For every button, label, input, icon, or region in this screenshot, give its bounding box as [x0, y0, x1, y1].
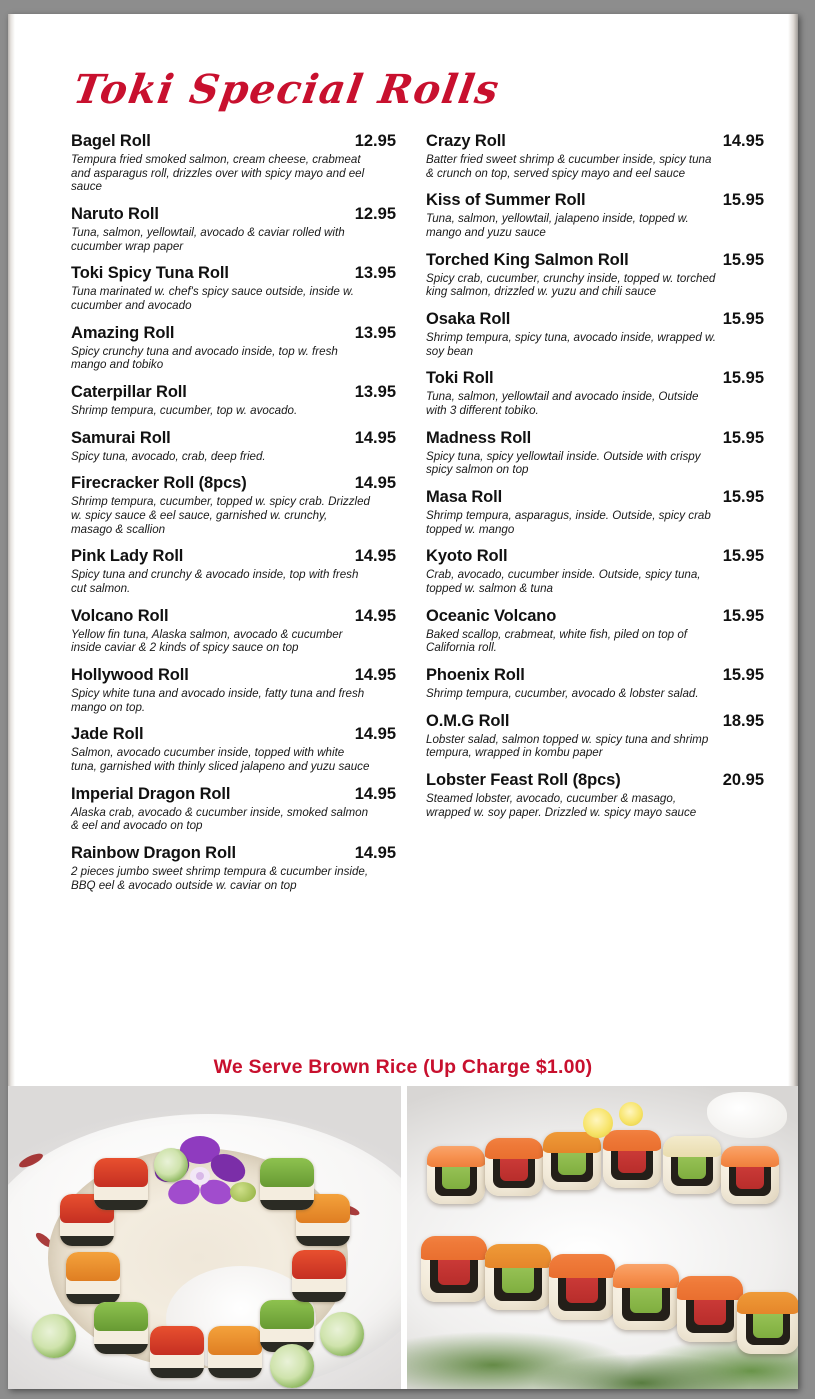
menu-item-head — [426, 429, 764, 448]
menu-item-head — [71, 844, 396, 863]
menu-item-head — [71, 132, 396, 151]
menu-item — [426, 547, 764, 595]
menu-item-description: Lobster salad, salmon topped w. spicy tuna and shrimp tempura, wrapped in kombu paper — [426, 732, 709, 760]
menu-item-price: 14.95 — [354, 547, 396, 566]
menu-item-description: Shrimp tempura, cucumber, avocado & lobster salad. — [426, 687, 699, 701]
menu-item — [71, 666, 396, 714]
menu-item-name: Rainbow Dragon Roll — [71, 844, 236, 863]
menu-item-name: Torched King Salmon Roll — [426, 250, 629, 269]
menu-item-description: Spicy white tuna and avocado inside, fatty tuna and fresh mango on top. — [71, 687, 365, 714]
menu-item-name: Jade Roll — [71, 725, 144, 744]
menu-item-head — [71, 474, 396, 493]
menu-item-description: 2 pieces jumbo sweet shrimp tempura & cucumber inside, BBQ eel & avocado outside w. caviar on top — [71, 865, 369, 892]
menu-column-right — [406, 132, 798, 903]
menu-item-head — [71, 547, 396, 566]
cucumber-slice — [154, 1148, 188, 1182]
menu-item-description: Spicy tuna, avocado, crab, deep fried. — [71, 449, 266, 463]
menu-item — [71, 383, 396, 418]
menu-item-name: Madness Roll — [426, 428, 532, 447]
menu-item-name: Kiss of Summer Roll — [426, 191, 586, 210]
menu-item-name: Caterpillar Roll — [71, 383, 187, 402]
photo-strip — [8, 1086, 798, 1389]
roll-topping — [613, 1264, 679, 1288]
menu-item-price: 20.95 — [722, 771, 764, 790]
menu-item-name: Pink Lady Roll — [71, 547, 184, 566]
roll-topping — [663, 1136, 721, 1157]
piece-nori — [94, 1344, 148, 1354]
cucumber-slice — [320, 1312, 364, 1356]
menu-item-description: Alaska crab, avocado & cucumber inside, smoked salmon & eel and avocado on top — [71, 805, 369, 833]
piece-topping — [150, 1326, 204, 1355]
menu-item-description: Spicy crunchy tuna and avocado inside, top w. fresh mango and tobiko — [71, 344, 338, 372]
menu-item — [71, 844, 396, 892]
menu-item-head — [426, 251, 764, 270]
menu-item-price: 14.95 — [354, 428, 396, 447]
menu-item — [71, 785, 396, 833]
menu-item-description: Spicy crab, cucumber, crunchy inside, topped w. torched king salmon, drizzled w. yuzu and chili sauce — [426, 271, 716, 299]
menu-column-left — [8, 132, 406, 903]
roll-topping — [421, 1236, 487, 1260]
menu-item-description: Steamed lobster, avocado, cucumber & masago, wrapped w. soy paper. Drizzled w. spicy mayo sauce — [426, 792, 697, 819]
menu-item-name: Crazy Roll — [426, 132, 506, 150]
cucumber-slice — [32, 1314, 76, 1358]
menu-item — [426, 369, 764, 417]
menu-item-price: 18.95 — [722, 711, 764, 730]
sushi-roll-piece — [421, 1236, 487, 1302]
sushi-roll-piece — [549, 1254, 615, 1320]
menu-item-head — [426, 547, 764, 566]
piece-topping — [66, 1252, 120, 1281]
menu-item-name: Oceanic Volcano — [426, 606, 557, 625]
menu-item-name: Volcano Roll — [71, 606, 169, 625]
sushi-piece — [94, 1302, 148, 1354]
menu-item — [426, 310, 764, 358]
menu-item — [426, 666, 764, 701]
piece-topping — [292, 1250, 346, 1279]
sushi-roll-piece — [485, 1244, 551, 1310]
sushi-piece — [260, 1158, 314, 1210]
sushi-roll-piece — [721, 1146, 779, 1204]
menu-item — [426, 251, 764, 299]
roll-topping — [427, 1146, 485, 1167]
photo-rainbow-roll-platter — [407, 1086, 798, 1389]
menu-item-name: Samurai Roll — [71, 428, 171, 447]
roll-topping — [485, 1138, 543, 1159]
menu-item-price: 15.95 — [722, 428, 764, 447]
menu-item-description: Crab, avocado, cucumber inside. Outside, spicy tuna, topped w. salmon & tuna — [426, 568, 701, 596]
menu-item-name: Lobster Feast Roll (8pcs) — [426, 771, 621, 790]
piece-nori — [292, 1292, 346, 1302]
menu-item — [71, 324, 396, 372]
menu-item-description: Spicy tuna and crunchy & avocado inside, top with fresh cut salmon. — [71, 568, 359, 596]
sushi-roll-piece — [543, 1132, 601, 1190]
sushi-piece — [150, 1326, 204, 1378]
menu-item-description: Yellow fin tuna, Alaska salmon, avocado & cucumber inside caviar & 2 kinds of spicy sauce on top — [71, 627, 343, 655]
menu-item-head — [426, 488, 764, 507]
piece-nori — [296, 1236, 350, 1246]
menu-item-name: Osaka Roll — [426, 310, 511, 329]
menu-item — [71, 429, 396, 464]
menu-item-name: Phoenix Roll — [426, 666, 525, 685]
piece-topping — [208, 1326, 262, 1355]
sushi-roll-piece — [603, 1130, 661, 1188]
menu-item-price: 12.95 — [354, 205, 396, 224]
menu-item-price: 15.95 — [722, 250, 764, 269]
piece-topping — [260, 1158, 314, 1187]
menu-item-description: Shrimp tempura, asparagus, inside. Outside, spicy crab topped w. mango — [426, 509, 711, 536]
menu-item-head — [71, 383, 396, 402]
wasabi-garnish — [230, 1182, 256, 1202]
piece-nori — [60, 1236, 114, 1246]
menu-item — [71, 264, 396, 312]
menu-item-name: O.M.G Roll — [426, 711, 510, 730]
menu-item-head — [71, 785, 396, 804]
menu-item-price: 15.95 — [722, 191, 764, 210]
menu-columns — [8, 132, 798, 903]
menu-page — [8, 14, 798, 1389]
sushi-piece — [292, 1250, 346, 1302]
menu-item-price: 15.95 — [722, 310, 764, 329]
menu-item-price: 14.95 — [354, 784, 396, 803]
menu-item-price: 14.95 — [722, 132, 764, 150]
menu-item-head — [71, 725, 396, 744]
menu-item — [426, 132, 764, 180]
menu-item-description: Batter fried sweet shrimp & cucumber inside, spicy tuna & crunch on top, served spicy mayo and eel sauce — [426, 153, 712, 180]
menu-item-head — [71, 607, 396, 626]
piece-topping — [94, 1302, 148, 1331]
menu-item-name: Toki Spicy Tuna Roll — [71, 264, 229, 283]
menu-item-name: Firecracker Roll (8pcs) — [71, 474, 247, 493]
menu-item-head — [71, 264, 396, 283]
menu-item-description: Baked scallop, crabmeat, white fish, piled on top of California roll. — [426, 627, 688, 655]
menu-item-price: 15.95 — [722, 606, 764, 625]
sushi-roll-piece — [613, 1264, 679, 1330]
roll-topping — [603, 1130, 661, 1151]
menu-item-price: 13.95 — [354, 323, 396, 342]
menu-item-head — [426, 191, 764, 210]
piece-nori — [208, 1368, 262, 1378]
menu-item-name: Masa Roll — [426, 488, 503, 507]
menu-item — [71, 547, 396, 595]
menu-item-name: Bagel Roll — [71, 132, 151, 150]
menu-item-price: 14.95 — [354, 474, 396, 493]
menu-item-description: Spicy tuna, spicy yellowtail inside. Outside with crispy spicy salmon on top — [426, 449, 701, 477]
menu-item — [426, 191, 764, 239]
sushi-roll-piece — [663, 1136, 721, 1194]
sushi-piece — [208, 1326, 262, 1378]
sushi-piece — [66, 1252, 120, 1304]
menu-item-name: Naruto Roll — [71, 205, 159, 224]
roll-topping — [721, 1146, 779, 1167]
menu-item-price: 15.95 — [722, 369, 764, 388]
menu-item-description: Shrimp tempura, cucumber, topped w. spicy crab. Drizzled w. spicy sauce & eel sauce, garnished w. crunchy, masago & scallion — [71, 495, 370, 536]
roll-topping — [485, 1244, 551, 1268]
menu-item-head — [426, 771, 764, 790]
menu-item-name: Amazing Roll — [71, 323, 175, 342]
menu-item-head — [426, 712, 764, 731]
piece-topping — [260, 1300, 314, 1329]
menu-item-head — [426, 310, 764, 329]
sushi-roll-piece — [677, 1276, 743, 1342]
menu-item-price: 15.95 — [722, 666, 764, 685]
menu-item — [426, 607, 764, 655]
piece-nori — [260, 1200, 314, 1210]
menu-item-head — [71, 666, 396, 685]
menu-item-description: Salmon, avocado cucumber inside, topped with white tuna, garnished with thinly sliced jalapeno and yuzu sauce — [71, 746, 370, 774]
roll-topping — [549, 1254, 615, 1278]
menu-item-description: Tuna, salmon, yellowtail, jalapeno inside, topped w. mango and yuzu sauce — [426, 212, 689, 240]
menu-item — [426, 712, 764, 760]
menu-item-price: 13.95 — [354, 264, 396, 283]
menu-item — [71, 725, 396, 773]
menu-item-description: Tuna, salmon, yellowtail and avocado inside, Outside with 3 different tobiko. — [426, 390, 699, 418]
menu-item-head — [426, 132, 764, 151]
menu-item-description: Shrimp tempura, spicy tuna, avocado inside, wrapped w. soy bean — [426, 331, 716, 358]
piece-nori — [150, 1368, 204, 1378]
menu-item-description: Shrimp tempura, cucumber, top w. avocado. — [71, 404, 298, 418]
menu-item-price: 15.95 — [722, 547, 764, 566]
menu-item-name: Imperial Dragon Roll — [71, 784, 231, 803]
menu-item-head — [426, 666, 764, 685]
brown-rice-note: We Serve Brown Rice (Up Charge $1.00) — [213, 1056, 593, 1078]
menu-item-price: 14.95 — [354, 606, 396, 625]
menu-item-price: 15.95 — [722, 488, 764, 507]
menu-item-head — [71, 205, 396, 224]
sushi-roll-piece — [485, 1138, 543, 1196]
menu-item-description: Tempura fried smoked salmon, cream cheese, crabmeat and asparagus roll, drizzles over with spicy mayo and eel sauce — [71, 153, 365, 194]
menu-item-price: 14.95 — [354, 844, 396, 863]
menu-item — [71, 474, 396, 536]
photo-sushi-ring-platter — [8, 1086, 401, 1389]
menu-item-price: 13.95 — [354, 383, 396, 402]
menu-item-head — [426, 607, 764, 626]
menu-item — [71, 132, 396, 194]
sushi-roll-piece — [737, 1292, 798, 1354]
menu-item — [426, 488, 764, 536]
menu-item-description: Tuna, salmon, yellowtail, avocado & caviar rolled with cucumber wrap paper — [71, 226, 345, 253]
menu-item-head — [426, 369, 764, 388]
menu-item-price: 12.95 — [354, 132, 396, 150]
menu-item-price: 14.95 — [354, 666, 396, 685]
menu-item-description: Tuna marinated w. chef's spicy sauce outside, inside w. cucumber and avocado — [71, 285, 354, 313]
menu-item-name: Toki Roll — [426, 369, 494, 388]
lemon-garnish — [619, 1102, 643, 1126]
menu-item-name: Kyoto Roll — [426, 547, 508, 566]
page-title: Toki Special Rolls — [70, 66, 504, 113]
menu-item — [426, 771, 764, 819]
sushi-roll-piece — [427, 1146, 485, 1204]
menu-item-name: Hollywood Roll — [71, 666, 189, 685]
menu-item — [71, 607, 396, 655]
roll-topping — [677, 1276, 743, 1300]
roll-topping — [737, 1292, 798, 1314]
cucumber-slice — [270, 1344, 314, 1388]
lemon-garnish — [583, 1108, 613, 1138]
menu-item — [71, 205, 396, 253]
menu-item — [426, 429, 764, 477]
menu-item-price: 14.95 — [354, 725, 396, 744]
menu-item-head — [71, 429, 396, 448]
menu-item-head — [71, 324, 396, 343]
